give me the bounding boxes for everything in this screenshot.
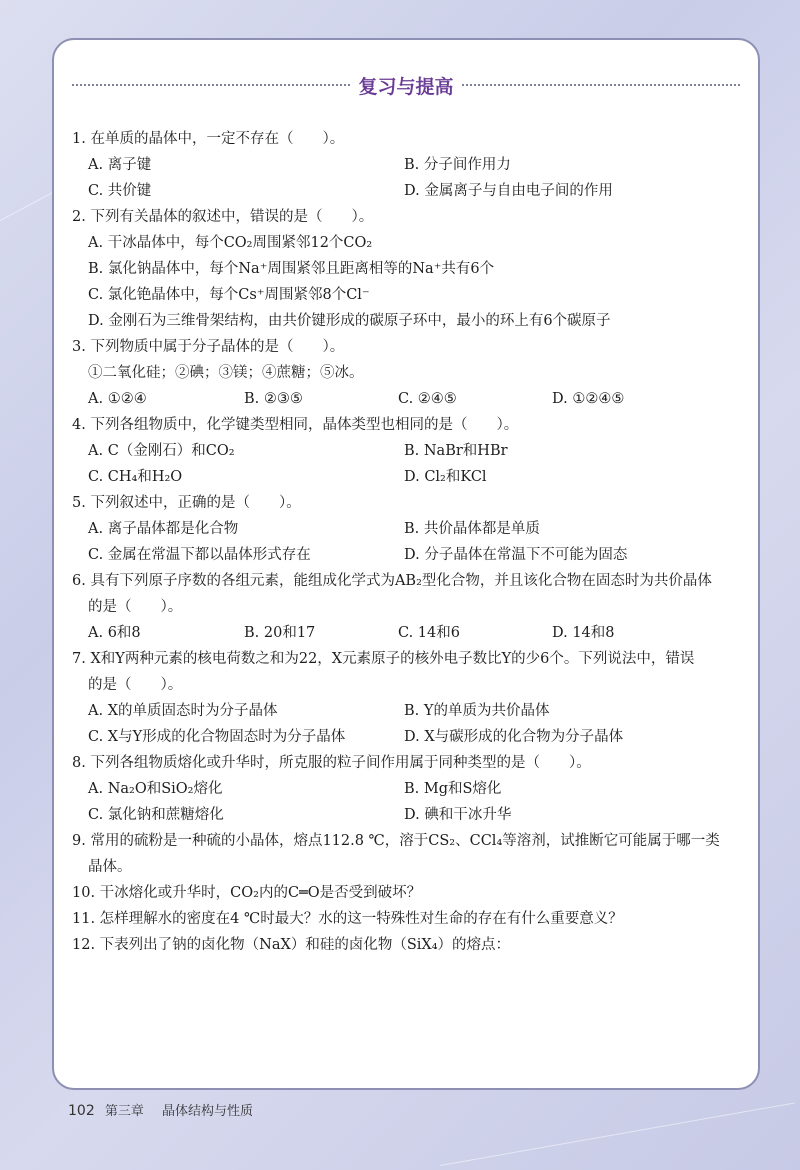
- question-stem: 3. 下列物质中属于分子晶体的是（ ）。: [72, 339, 345, 355]
- answer-option: C. 14和6: [398, 625, 460, 641]
- answer-option: A. ①②④: [88, 391, 147, 407]
- dotted-rule: [462, 84, 740, 86]
- answer-option: D. 碘和干冰升华: [404, 807, 512, 823]
- option-row: [68, 724, 748, 750]
- answer-option: B. 分子间作用力: [404, 157, 511, 173]
- statement-line: D. 金刚石为三维骨架结构，由共价键形成的碳原子环中，最小的环上有6个碳原子: [88, 313, 611, 329]
- answer-option: D. ①②④⑤: [552, 391, 625, 407]
- option-row: [68, 464, 748, 490]
- section-title: 复习与提高: [358, 76, 454, 98]
- answer-option: D. 14和8: [552, 625, 615, 641]
- answer-option: D. 分子晶体在常温下不可能为固态: [404, 547, 628, 563]
- section-header: [72, 70, 740, 96]
- answer-option: D. Cl₂和KCl: [404, 469, 487, 485]
- answer-option: B. Mg和S熔化: [404, 781, 502, 797]
- question-item: [68, 204, 748, 334]
- question-stem-continued: 的是（ ）。: [88, 599, 183, 615]
- chapter-title: 晶体结构与性质: [162, 1104, 254, 1119]
- answer-option: B. NaBr和HBr: [404, 443, 508, 459]
- question-stem: 10. 干冰熔化或升华时，CO₂内的C═O是否受到破坏？: [72, 885, 422, 901]
- answer-option: A. Na₂O和SiO₂熔化: [88, 781, 223, 797]
- page-footer: [68, 1100, 253, 1119]
- question-stem: 2. 下列有关晶体的叙述中，错误的是（ ）。: [72, 209, 374, 225]
- page-card: [52, 38, 760, 1090]
- answer-option: B. 共价晶体都是单质: [404, 521, 540, 537]
- background-decoration: [440, 1102, 795, 1165]
- option-row: [68, 438, 748, 464]
- statement-line: C. 氯化铯晶体中，每个Cs⁺周围紧邻8个Cl⁻: [88, 287, 370, 303]
- question-stem: 7. X和Y两种元素的核电荷数之和为22，X元素原子的核外电子数比Y的少6个。下列说法中，错误: [72, 651, 695, 667]
- statement-line: ①二氧化硅；②碘；③镁；④蔗糖；⑤冰。: [88, 365, 364, 381]
- answer-option: D. X与碳形成的化合物为分子晶体: [404, 729, 624, 745]
- question-item: [68, 932, 748, 958]
- question-stem-continued: 晶体。: [88, 859, 132, 875]
- question-item: [68, 334, 748, 412]
- option-row: [68, 776, 748, 802]
- answer-option: A. 离子晶体都是化合物: [88, 521, 239, 537]
- question-item: [68, 490, 748, 568]
- question-item: [68, 750, 748, 828]
- question-stem: 1. 在单质的晶体中，一定不存在（ ）。: [72, 131, 345, 147]
- answer-option: A. X的单质固态时为分子晶体: [88, 703, 278, 719]
- question-stem: 11. 怎样理解水的密度在4 ℃时最大？水的这一特殊性对生命的存在有什么重要意义？: [72, 911, 623, 927]
- statement-line: A. 干冰晶体中，每个CO₂周围紧邻12个CO₂: [88, 235, 373, 251]
- answer-option: C. CH₄和H₂O: [88, 469, 183, 485]
- question-item: [68, 568, 748, 646]
- option-row: [68, 802, 748, 828]
- question-item: [68, 412, 748, 490]
- question-stem: 12. 下表列出了钠的卤化物（NaX）和硅的卤化物（SiX₄）的熔点：: [72, 937, 511, 953]
- question-stem: 5. 下列叙述中，正确的是（ ）。: [72, 495, 301, 511]
- answer-option: B. 20和17: [244, 625, 316, 641]
- question-item: [68, 126, 748, 204]
- chapter-label: 第三章: [104, 1104, 144, 1119]
- question-stem: 9. 常用的硫粉是一种硫的小晶体，熔点112.8 ℃，溶于CS₂、CCl₄等溶剂，试推断它可能属于哪一类: [72, 833, 720, 849]
- option-row: [68, 178, 748, 204]
- answer-option: C. X与Y形成的化合物固态时为分子晶体: [88, 729, 346, 745]
- question-item: [68, 906, 748, 932]
- question-stem: 6. 具有下列原子序数的各组元素，能组成化学式为AB₂型化合物，并且该化合物在固态时为共价晶体: [72, 573, 712, 589]
- option-row: [68, 386, 748, 412]
- answer-option: C. ②④⑤: [398, 391, 457, 407]
- question-stem: 4. 下列各组物质中，化学键类型相同，晶体类型也相同的是（ ）。: [72, 417, 519, 433]
- option-row: [68, 542, 748, 568]
- answer-option: B. ②③⑤: [244, 391, 303, 407]
- answer-option: A. 6和8: [88, 625, 141, 641]
- question-stem: 8. 下列各组物质熔化或升华时，所克服的粒子间作用属于同种类型的是（ ）。: [72, 755, 591, 771]
- question-stem-continued: 的是（ ）。: [88, 677, 183, 693]
- question-item: [68, 880, 748, 906]
- question-item: [68, 646, 748, 750]
- statement-line: B. 氯化钠晶体中，每个Na⁺周围紧邻且距离相等的Na⁺共有6个: [88, 261, 495, 277]
- answer-option: C. 氯化钠和蔗糖熔化: [88, 807, 224, 823]
- question-item: [68, 828, 748, 880]
- question-list: [68, 126, 748, 958]
- option-row: [68, 698, 748, 724]
- option-row: [68, 620, 748, 646]
- option-row: [68, 516, 748, 542]
- answer-option: C. 共价键: [88, 183, 152, 199]
- page-number: 102: [68, 1103, 95, 1119]
- answer-option: C. 金属在常温下都以晶体形式存在: [88, 547, 311, 563]
- option-row: [68, 152, 748, 178]
- answer-option: A. C（金刚石）和CO₂: [88, 443, 235, 459]
- answer-option: B. Y的单质为共价晶体: [404, 703, 550, 719]
- answer-option: A. 离子键: [88, 157, 152, 173]
- answer-option: D. 金属离子与自由电子间的作用: [404, 183, 613, 199]
